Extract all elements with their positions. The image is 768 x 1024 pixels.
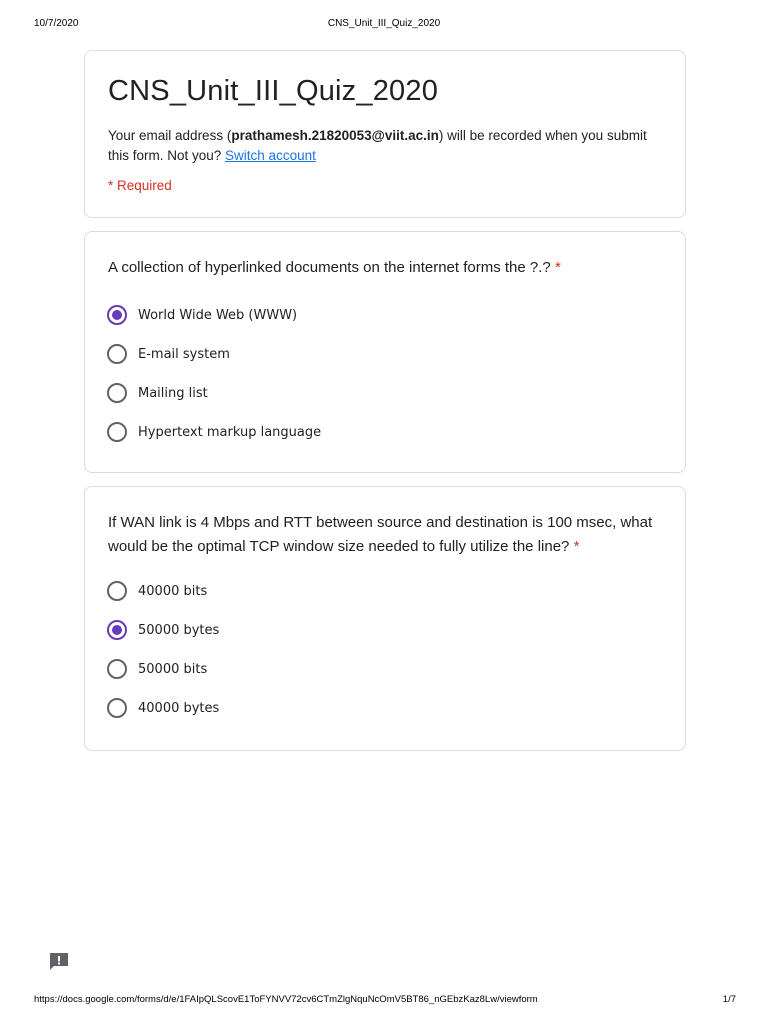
required-asterisk: *	[554, 259, 561, 276]
radio-checked-icon[interactable]	[107, 305, 127, 325]
email-suffix: ) will be recorded when you submit this form. Not you?	[108, 128, 647, 163]
question-label: A collection of hyperlinked documents on the internet forms the ?.?	[108, 259, 551, 276]
radio-option[interactable]	[107, 342, 230, 366]
radio-option[interactable]	[107, 618, 219, 642]
form-title: CNS_Unit_III_Quiz_2020	[108, 75, 439, 107]
form-header-card	[84, 50, 686, 218]
page-number: 1/7	[722, 994, 736, 1005]
radio-unchecked-icon[interactable]	[107, 698, 127, 718]
radio-option[interactable]	[107, 579, 207, 603]
radio-unchecked-icon[interactable]	[107, 383, 127, 403]
email-prefix: Your email address (	[108, 128, 232, 143]
option-label: 40000 bytes	[138, 700, 220, 716]
user-email: prathamesh.21820053@viit.ac.in	[231, 128, 439, 143]
email-notice	[108, 126, 668, 166]
option-label: E-mail system	[138, 346, 230, 362]
radio-option[interactable]	[107, 420, 321, 444]
question-text	[108, 256, 668, 280]
question-card-1	[84, 231, 686, 473]
radio-option[interactable]	[107, 657, 207, 681]
option-label: Hypertext markup language	[138, 424, 322, 440]
report-feedback-icon[interactable]	[48, 951, 70, 973]
required-asterisk: *	[573, 538, 580, 555]
radio-option[interactable]	[107, 381, 208, 405]
option-label: 50000 bytes	[138, 622, 220, 638]
radio-unchecked-icon[interactable]	[107, 659, 127, 679]
option-label: Mailing list	[138, 385, 208, 401]
question-label: If WAN link is 4 Mbps and RTT between source and destination is 100 msec, what would be the optimal TCP window size needed to fully utilize the line?	[108, 514, 653, 555]
question-card-2	[84, 486, 686, 751]
radio-unchecked-icon[interactable]	[107, 581, 127, 601]
radio-option[interactable]	[107, 696, 219, 720]
required-note: * Required	[108, 178, 172, 193]
print-url: https://docs.google.com/forms/d/e/1FAIpQLScovE1ToFYNVV72cv6CTmZlgNquNcOmV5BT86_nGEbzKaz8Lw/viewform	[34, 994, 538, 1005]
print-footer	[0, 994, 768, 1008]
print-title: CNS_Unit_III_Quiz_2020	[327, 18, 441, 29]
print-date: 10/7/2020	[34, 18, 79, 29]
radio-checked-icon[interactable]	[107, 620, 127, 640]
print-header	[0, 18, 768, 32]
option-label: 40000 bits	[138, 583, 208, 599]
radio-option[interactable]	[107, 303, 297, 327]
option-label: 50000 bits	[138, 661, 208, 677]
radio-unchecked-icon[interactable]	[107, 422, 127, 442]
switch-account-link[interactable]: Switch account	[225, 148, 316, 163]
question-text	[108, 511, 668, 559]
radio-unchecked-icon[interactable]	[107, 344, 127, 364]
option-label: World Wide Web (WWW)	[138, 307, 298, 323]
